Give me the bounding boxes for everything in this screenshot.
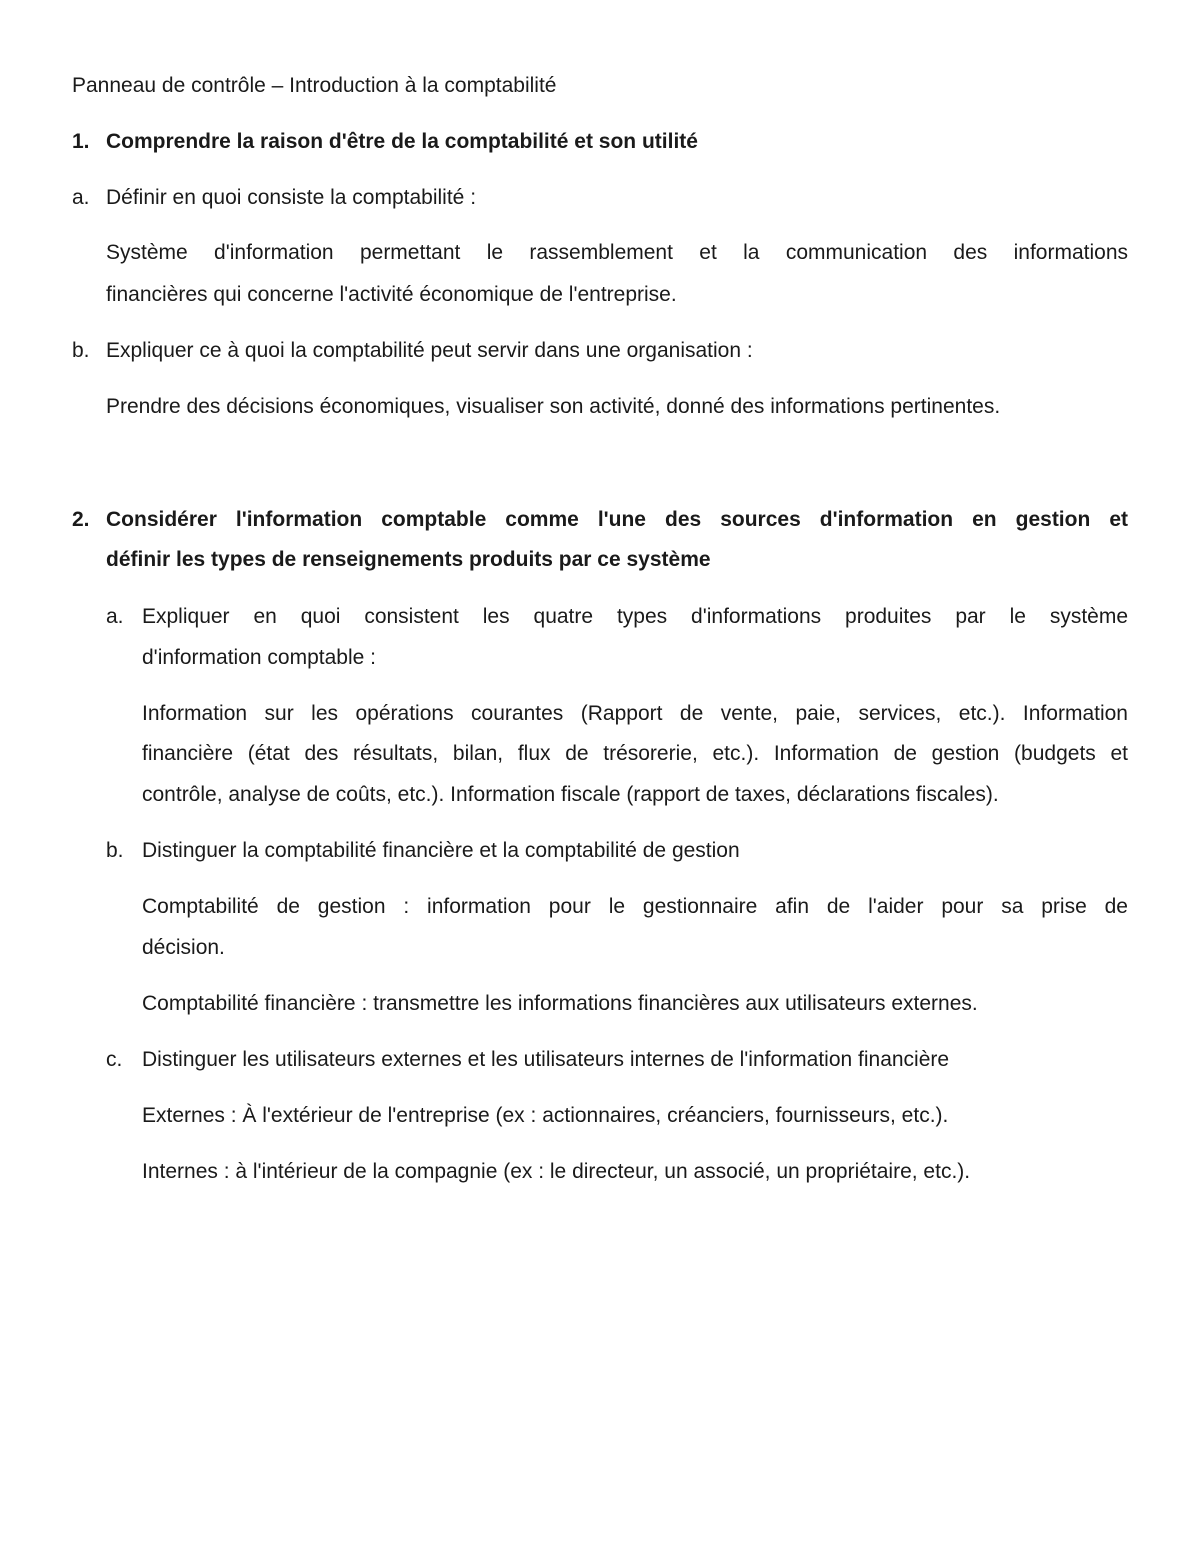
item-2a-question-line: d'information comptable :	[142, 646, 376, 669]
item-1a-marker: a.	[72, 186, 90, 209]
section-2-title-line: définir les types de renseignements produits par ce système	[106, 548, 711, 571]
item-1b-question: Expliquer ce à quoi la comptabilité peut servir dans une organisation :	[106, 339, 753, 362]
item-2c-answer-line: Externes : À l'extérieur de l'entreprise (ex : actionnaires, créanciers, fournisseurs, etc.).	[142, 1104, 949, 1127]
item-2c-answer-line: Internes : à l'intérieur de la compagnie (ex : le directeur, un associé, un propriétaire, etc.).	[142, 1160, 971, 1183]
section-1-number: 1.	[72, 130, 90, 153]
section-2-number: 2.	[72, 508, 90, 531]
item-1b-answer-line: Prendre des décisions économiques, visualiser son activité, donné des informations pertinentes.	[106, 395, 1001, 418]
item-2a-question-line: Expliquer en quoi consistent les quatre types d'informations produites par le système	[142, 605, 1128, 628]
item-2a-answer-line: contrôle, analyse de coûts, etc.). Information fiscale (rapport de taxes, déclarations fiscales).	[142, 783, 999, 806]
item-1b-marker: b.	[72, 339, 90, 362]
item-2b-answer-line: Comptabilité financière : transmettre les informations financières aux utilisateurs externes.	[142, 992, 978, 1015]
item-2c-marker: c.	[106, 1048, 123, 1071]
item-1a-answer-line: Système d'information permettant le rassemblement et la communication des informations	[106, 241, 1128, 264]
item-2a-answer-line: Information sur les opérations courantes (Rapport de vente, paie, services, etc.). Information	[142, 702, 1128, 725]
item-1a-question: Définir en quoi consiste la comptabilité :	[106, 186, 477, 209]
page-title: Panneau de contrôle – Introduction à la comptabilité	[72, 74, 557, 97]
section-1-title: Comprendre la raison d'être de la comptabilité et son utilité	[106, 130, 698, 153]
item-2b-answer-line: décision.	[142, 936, 225, 959]
item-2b-marker: b.	[106, 839, 124, 862]
section-2-title-line: Considérer l'information comptable comme l'une des sources d'information en gestion et	[106, 508, 1128, 531]
item-1a-answer-line: financières qui concerne l'activité économique de l'entreprise.	[106, 283, 677, 306]
item-2b-answer-line: Comptabilité de gestion : information pour le gestionnaire afin de l'aider pour sa prise de	[142, 895, 1128, 918]
item-2a-marker: a.	[106, 605, 124, 628]
item-2b-question-line: Distinguer la comptabilité financière et la comptabilité de gestion	[142, 839, 740, 862]
item-2a-answer-line: financière (état des résultats, bilan, flux de trésorerie, etc.). Information de gestion (budgets et	[142, 742, 1128, 765]
item-2c-question-line: Distinguer les utilisateurs externes et les utilisateurs internes de l'information financière	[142, 1048, 950, 1071]
